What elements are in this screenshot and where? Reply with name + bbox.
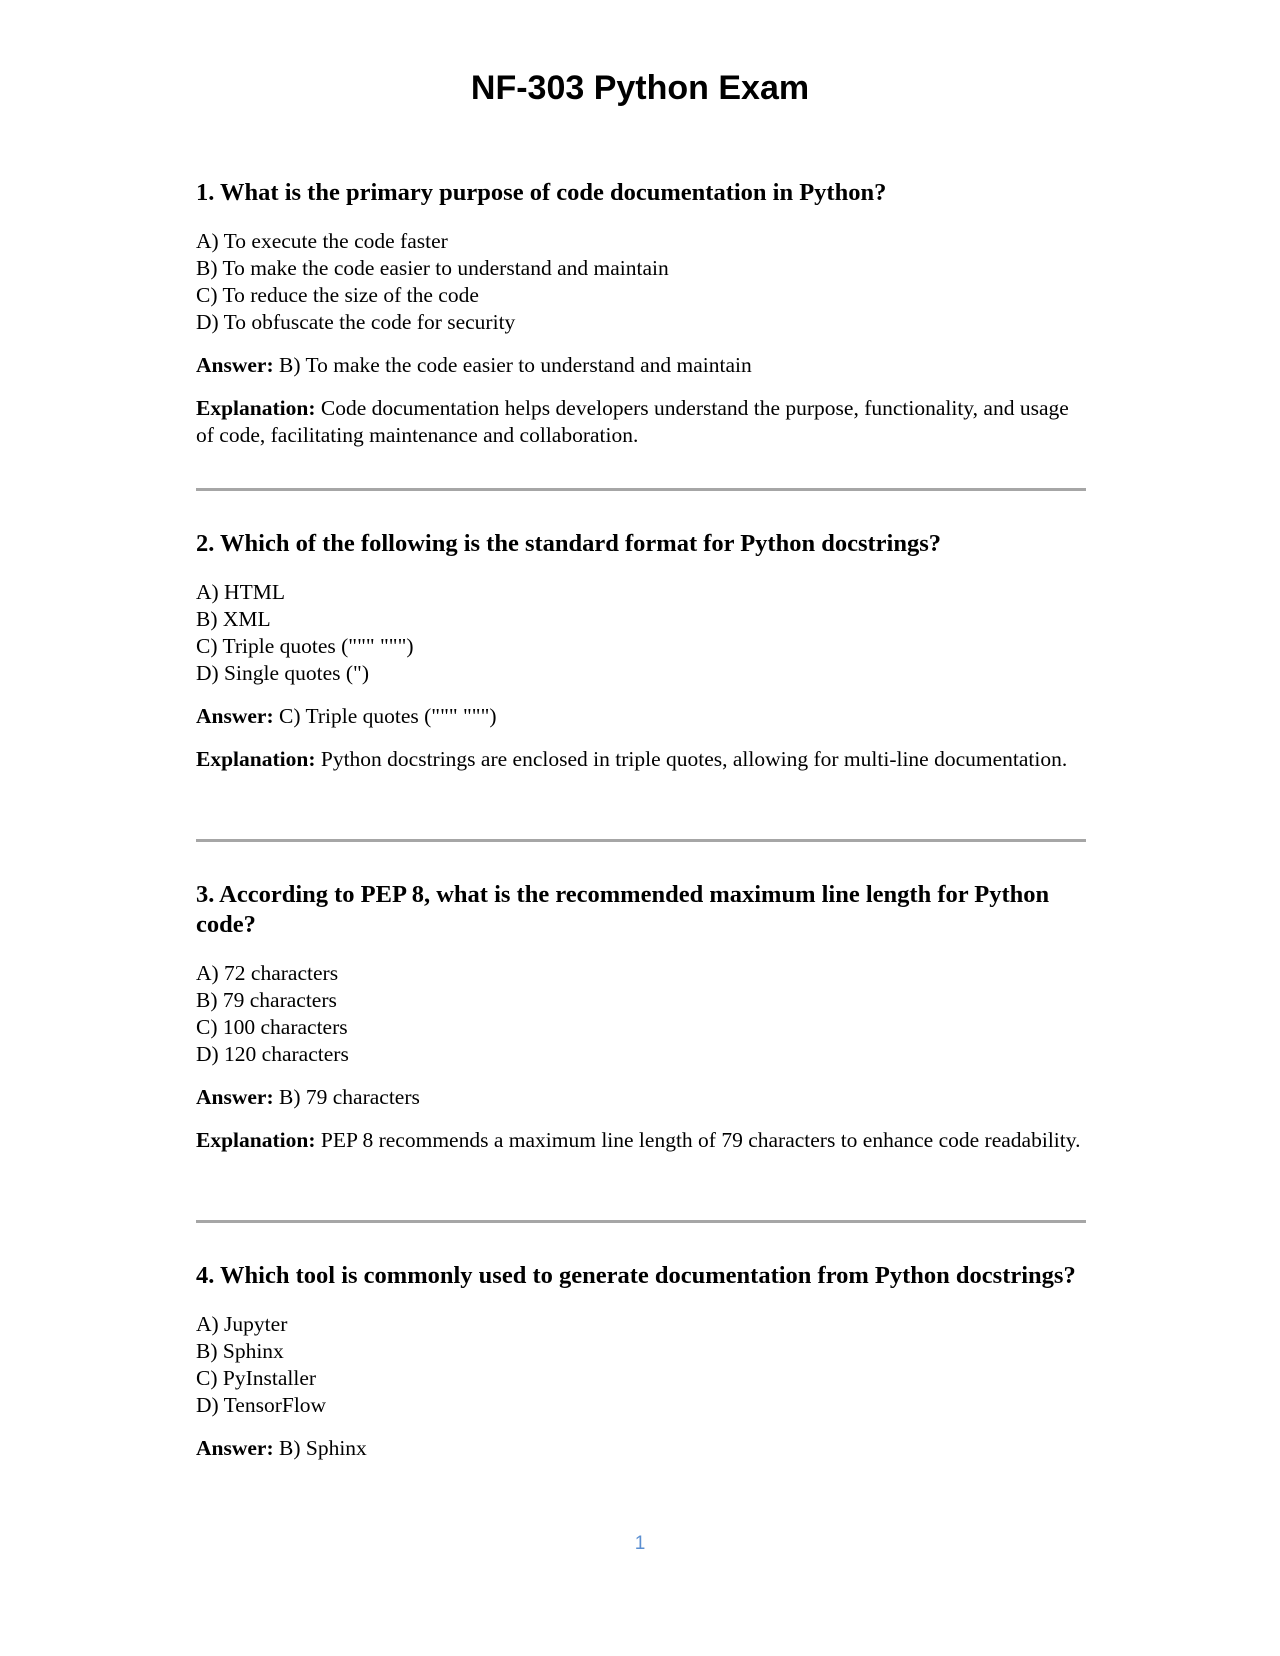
options-list	[196, 960, 1086, 1068]
option-a: A) HTML	[196, 580, 285, 604]
divider	[196, 839, 1086, 842]
option-b: B) XML	[196, 607, 271, 631]
answer-value: B) Sphinx	[279, 1436, 367, 1460]
question-block	[196, 1261, 1086, 1478]
option-d: D) To obfuscate the code for security	[196, 310, 516, 334]
answer-label: Answer:	[196, 704, 274, 728]
option-d: D) Single quotes (")	[196, 661, 369, 685]
explanation-text: Code documentation helps developers understand the purpose, functionality, and usage of code, facilitating maintenance and collaboration.	[196, 396, 1069, 447]
option-b: B) 79 characters	[196, 988, 337, 1012]
question-text: 2. Which of the following is the standard format for Python docstrings?	[196, 530, 942, 557]
answer-label: Answer:	[196, 1085, 274, 1109]
divider	[196, 488, 1086, 491]
explanation-label: Explanation:	[196, 747, 316, 771]
explanation	[196, 746, 1086, 773]
divider	[196, 1220, 1086, 1223]
answer	[196, 703, 1086, 730]
option-a: A) Jupyter	[196, 1312, 288, 1336]
question-block	[196, 529, 1086, 789]
page-title: NF-303 Python Exam	[470, 69, 810, 107]
answer-value: B) 79 characters	[279, 1085, 420, 1109]
explanation	[196, 1127, 1086, 1154]
options-list	[196, 579, 1086, 687]
explanation	[196, 395, 1086, 449]
options-list	[196, 228, 1086, 336]
option-b: B) Sphinx	[196, 1339, 284, 1363]
answer-value: C) Triple quotes (""" """)	[279, 704, 497, 728]
question-block	[196, 880, 1086, 1170]
answer	[196, 1435, 1086, 1462]
option-d: D) TensorFlow	[196, 1393, 327, 1417]
option-a: A) To execute the code faster	[196, 229, 448, 253]
question-text: 3. According to PEP 8, what is the recommended maximum line length for Python code?	[196, 881, 1050, 938]
question-block	[196, 178, 1086, 465]
options-list	[196, 1311, 1086, 1419]
option-a: A) 72 characters	[196, 961, 339, 985]
option-c: C) 100 characters	[196, 1015, 348, 1039]
answer	[196, 352, 1086, 379]
explanation-text: PEP 8 recommends a maximum line length of 79 characters to enhance code readability.	[320, 1128, 1081, 1152]
explanation-label: Explanation:	[196, 396, 316, 420]
explanation-text: Python docstrings are enclosed in triple quotes, allowing for multi-line documentation.	[320, 747, 1068, 771]
option-c: C) To reduce the size of the code	[196, 283, 479, 307]
answer-value: B) To make the code easier to understand and maintain	[279, 353, 752, 377]
answer-label: Answer:	[196, 1436, 274, 1460]
answer-label: Answer:	[196, 353, 274, 377]
option-b: B) To make the code easier to understand and maintain	[196, 256, 669, 280]
explanation-label: Explanation:	[196, 1128, 316, 1152]
question-text: 4. Which tool is commonly used to generate documentation from Python docstrings?	[196, 1262, 1076, 1289]
option-c: C) PyInstaller	[196, 1366, 317, 1390]
option-c: C) Triple quotes (""" """)	[196, 634, 414, 658]
question-text: 1. What is the primary purpose of code documentation in Python?	[196, 179, 887, 206]
page-number: 1	[634, 1533, 646, 1554]
answer	[196, 1084, 1086, 1111]
option-d: D) 120 characters	[196, 1042, 349, 1066]
